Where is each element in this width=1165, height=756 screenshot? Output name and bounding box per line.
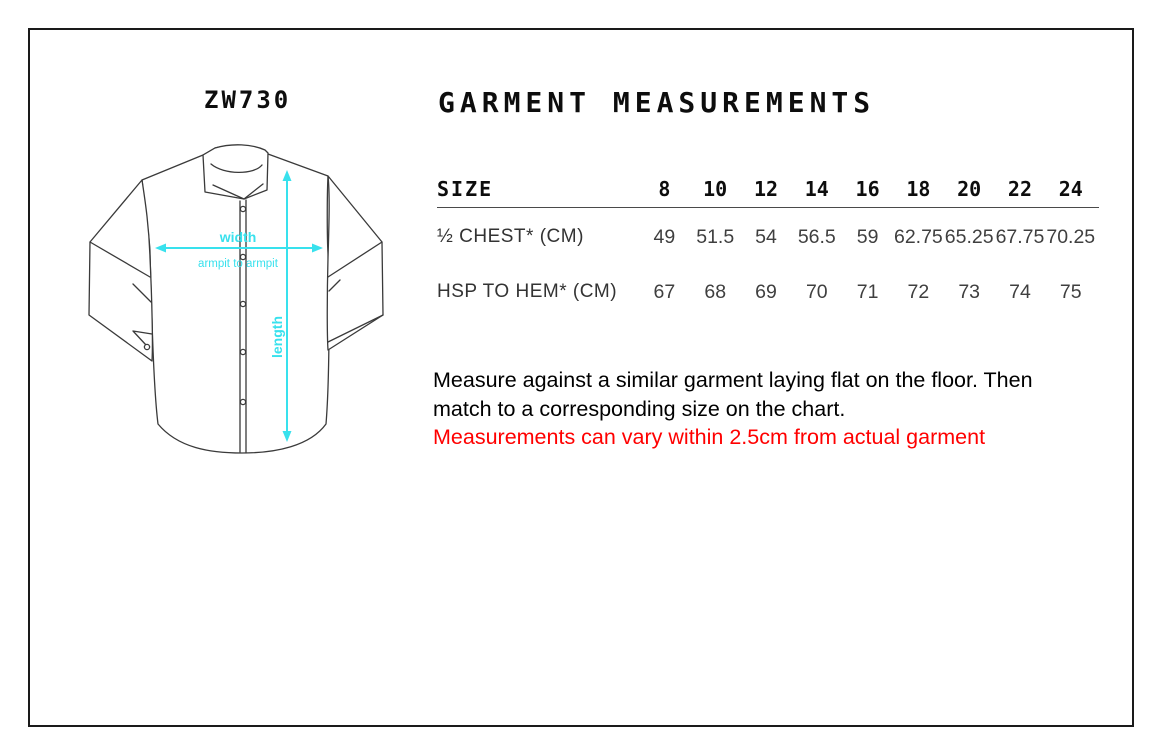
chest-value: 67.75 xyxy=(995,225,1045,248)
size-col-14: 14 xyxy=(804,176,829,201)
hem-value: 70 xyxy=(805,280,828,303)
size-col-12: 12 xyxy=(753,176,779,201)
size-col-16: 16 xyxy=(855,176,880,201)
row-label-hsp-to-hem: HSP TO HEM* (CM) xyxy=(437,281,618,302)
size-col-8: 8 xyxy=(658,176,671,201)
row-label-half-chest: ½ CHEST* (CM) xyxy=(437,226,584,247)
instruction-line-1: Measure against a similar garment laying flat on the floor. Then xyxy=(433,368,1033,392)
hem-value: 72 xyxy=(907,280,930,303)
width-label: width xyxy=(219,229,257,245)
size-col-22: 22 xyxy=(1007,176,1033,201)
shirt-diagram xyxy=(80,140,425,470)
chest-value: 59 xyxy=(856,225,879,248)
page-title: GARMENT MEASUREMENTS xyxy=(438,86,876,119)
instruction-line-2: match to a corresponding size on the chart. xyxy=(433,396,846,421)
width-sublabel: armpit to armpit xyxy=(198,258,278,270)
left-cuff-button xyxy=(144,344,149,349)
chest-value: 54 xyxy=(755,225,777,248)
chest-value: 70.25 xyxy=(1046,225,1096,248)
size-header-label: SIZE xyxy=(437,176,494,201)
hem-value: 67 xyxy=(653,280,676,303)
chest-value: 51.5 xyxy=(696,225,735,248)
chest-value: 65.25 xyxy=(944,225,994,248)
hem-value: 73 xyxy=(958,280,981,303)
hem-value: 74 xyxy=(1009,280,1031,303)
chest-value: 62.75 xyxy=(893,225,943,248)
tolerance-warning: Measurements can vary within 2.5cm from actual garment xyxy=(433,425,986,449)
chest-value: 49 xyxy=(653,225,676,248)
size-table xyxy=(437,170,1099,318)
size-col-24: 24 xyxy=(1058,176,1083,201)
hem-value: 68 xyxy=(704,280,727,303)
table-row-hsp-to-hem xyxy=(437,266,1099,318)
table-row-half-chest xyxy=(437,208,1099,266)
size-col-18: 18 xyxy=(906,176,931,201)
size-col-10: 10 xyxy=(703,176,728,201)
shirt-right-sleeve xyxy=(327,176,383,350)
size-col-20: 20 xyxy=(957,176,982,201)
product-code: ZW730 xyxy=(204,86,292,114)
length-label: length xyxy=(269,316,285,358)
size-table-header-row xyxy=(437,170,1099,208)
hem-value: 75 xyxy=(1059,280,1082,303)
chest-value: 56.5 xyxy=(797,225,836,248)
shirt-left-sleeve xyxy=(89,180,152,361)
measurement-instructions xyxy=(433,366,1123,452)
hem-value: 69 xyxy=(755,280,777,303)
hem-value: 71 xyxy=(856,280,879,303)
